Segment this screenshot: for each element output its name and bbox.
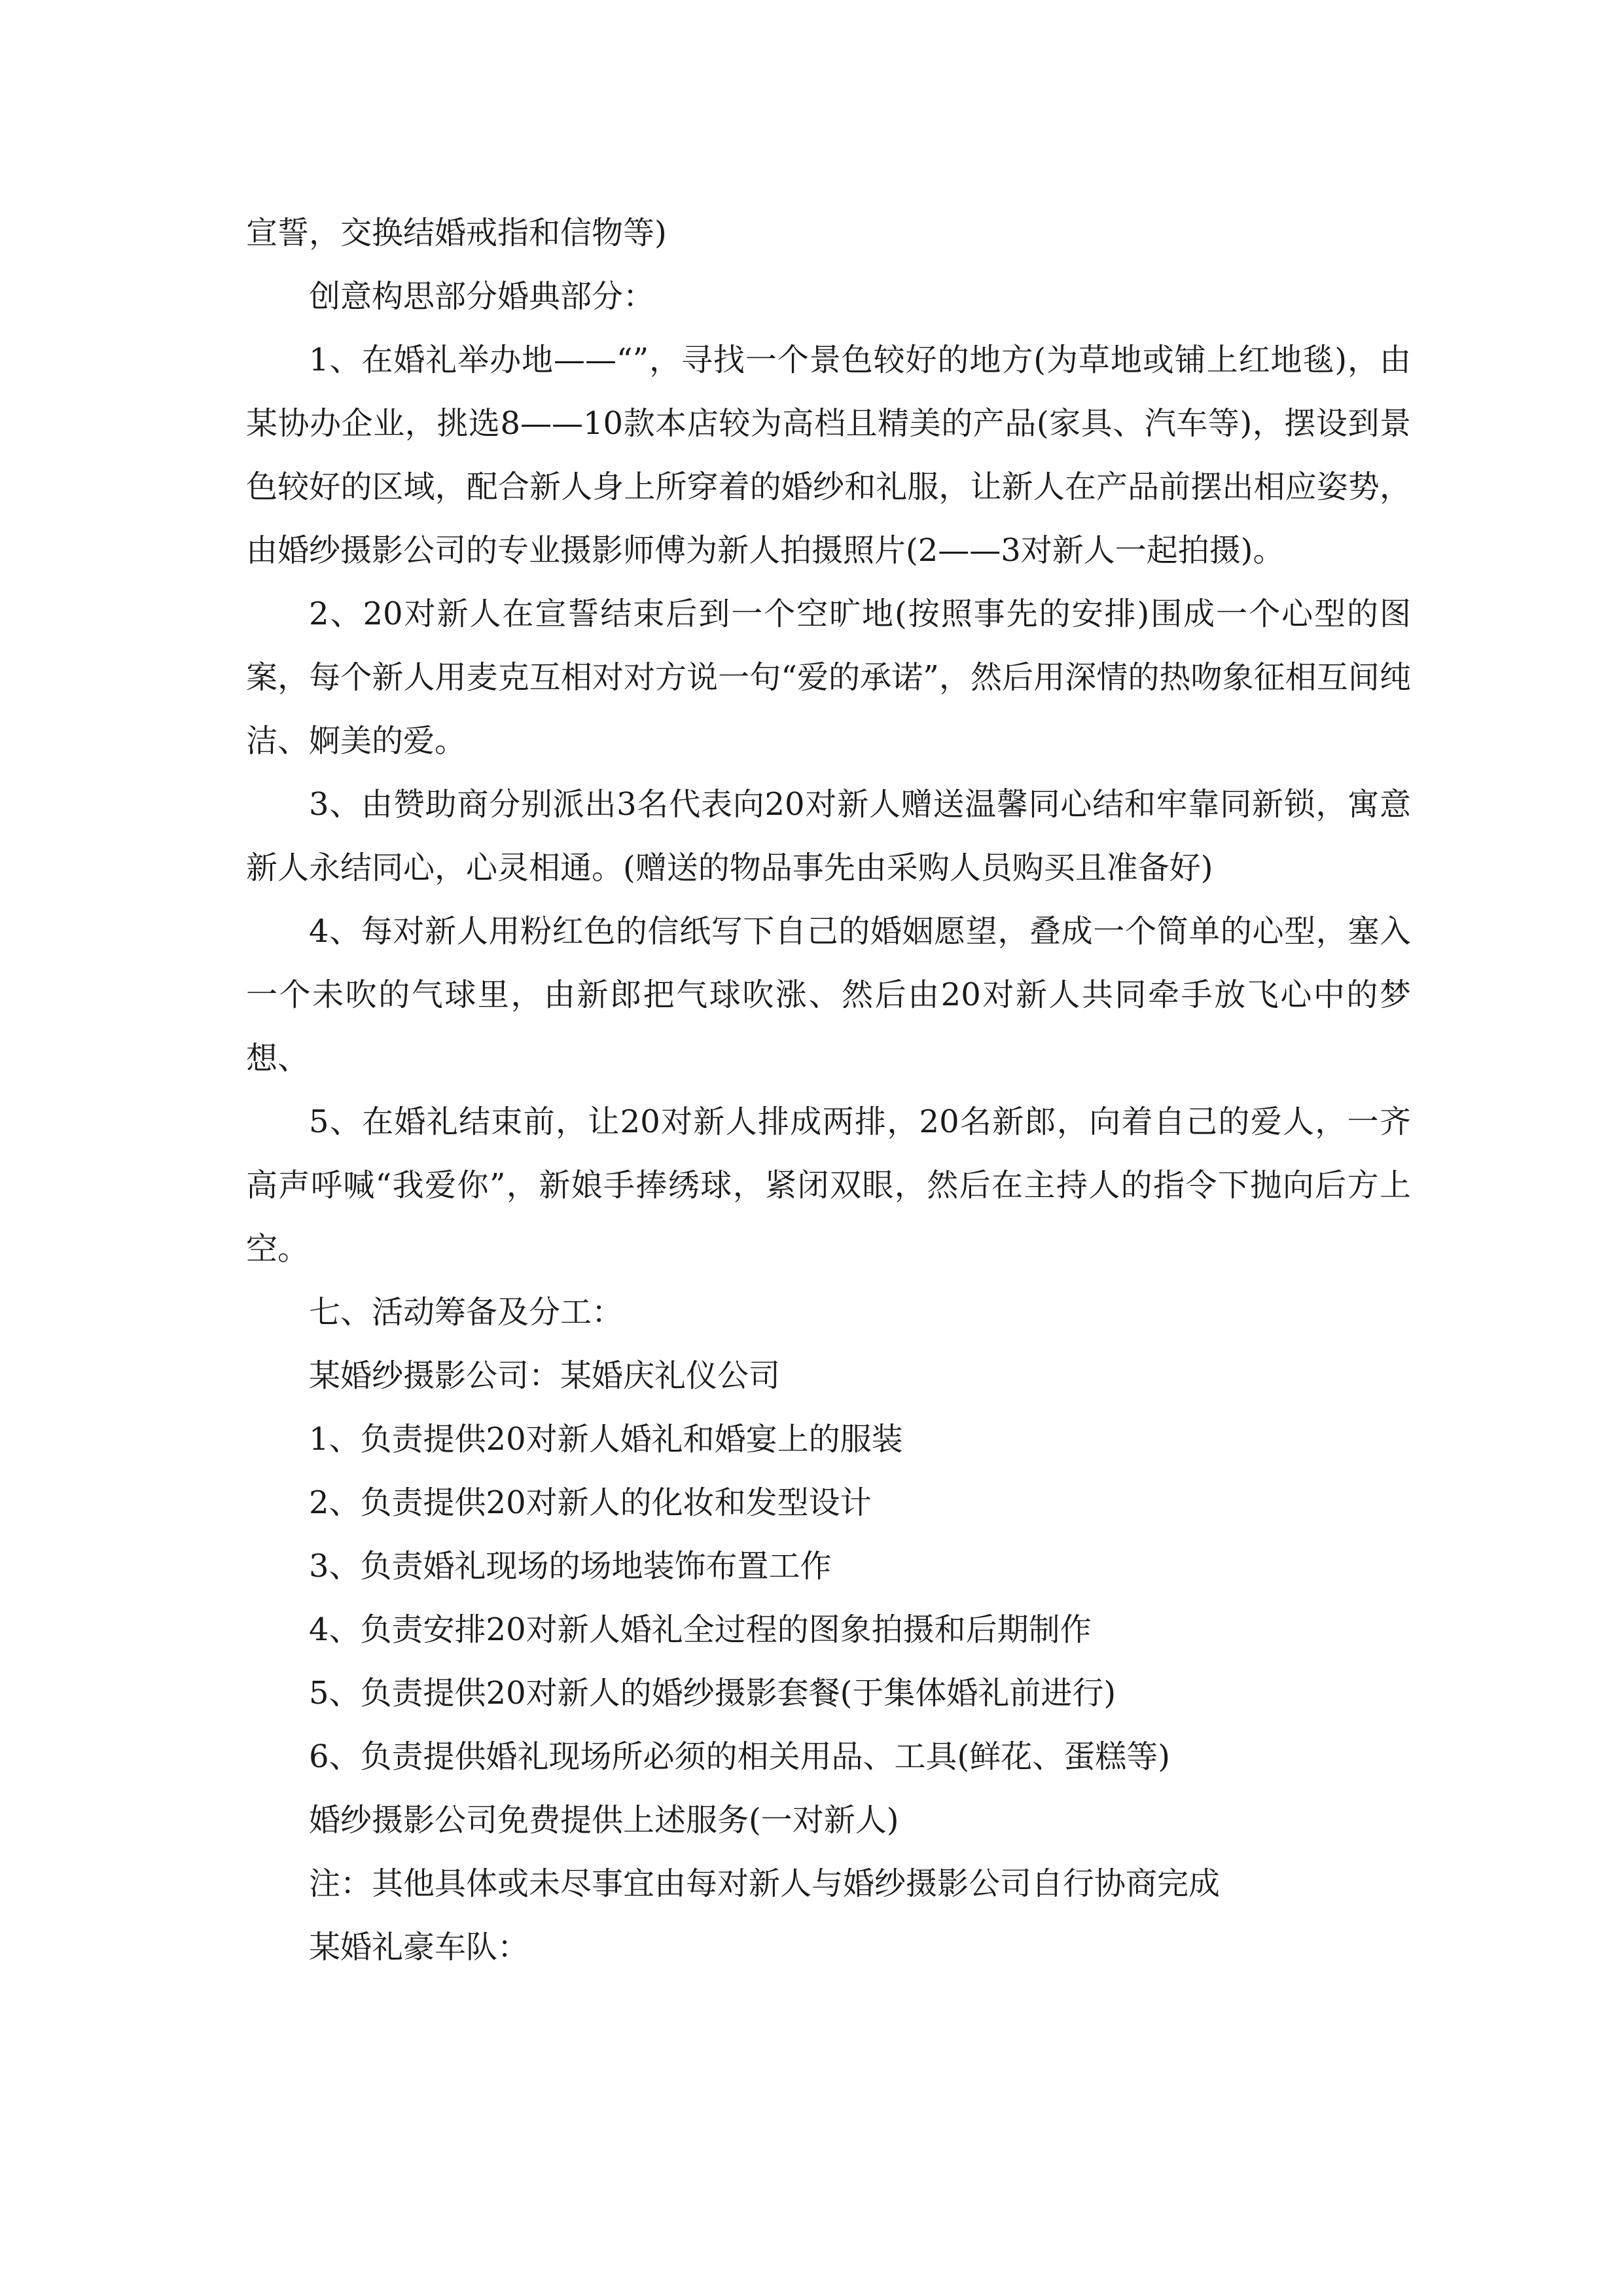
paragraph-companies: 某婚纱摄影公司：某婚庆礼仪公司 — [309, 1357, 781, 1394]
duty-item-2: 2、负责提供20对新人的化妆和发型设计 — [309, 1484, 872, 1521]
paragraph-item-5: 5、在婚礼结束前，让20对新人排成两排，20名新郎，向着自己的爱人，一齐高声呼喊“我爱你”，新娘手捧绣球，紧闭双眼，然后在主持人的指令下抛向后方上空。 — [246, 1103, 1411, 1267]
paragraph-car-fleet: 某婚礼豪车队： — [309, 1929, 529, 1965]
section-heading-preparation: 七、活动筹备及分工： — [309, 1294, 624, 1331]
paragraph-item-2: 2、20对新人在宣誓结束后到一个空旷地(按照事先的安排)围成一个心型的图案，每个新人用麦克互相对对方说一句“爱的承诺”，然后用深情的热吻象征相互间纯洁、婀美的爱。 — [246, 596, 1411, 759]
paragraph-item-1: 1、在婚礼举办地——“”，寻找一个景色较好的地方(为草地或铺上红地毯)，由某协办企业，挑选8——10款本店较为高档且精美的产品(家具、汽车等)，摆设到景色较好的区域，配合新人身上所穿着的婚纱和礼服，让新人在产品前摆出相应姿势，由婚纱摄影公司的专业摄影师傅为新人拍摄照片(2——3对新人一起拍摄)。 — [246, 342, 1411, 569]
paragraph-item-4: 4、每对新人用粉红色的信纸写下自己的婚姻愿望，叠成一个简单的心型，塞入一个未吹的气球里，由新郎把气球吹涨、然后由20对新人共同牵手放飞心中的梦想、 — [246, 913, 1411, 1077]
paragraph-note: 注：其他具体或未尽事宜由每对新人与婚纱摄影公司自行协商完成 — [309, 1865, 1221, 1902]
duty-item-4: 4、负责安排20对新人婚礼全过程的图象拍摄和后期制作 — [309, 1611, 1092, 1648]
duty-item-1: 1、负责提供20对新人婚礼和婚宴上的服装 — [309, 1421, 903, 1458]
duty-item-3: 3、负责婚礼现场的场地装饰布置工作 — [309, 1548, 832, 1585]
duty-item-6: 6、负责提供婚礼现场所必须的相关用品、工具(鲜花、蛋糕等) — [309, 1738, 1170, 1775]
paragraph-creative-heading: 创意构思部分婚典部分： — [309, 278, 655, 315]
paragraph-vow-continuation: 宣誓，交换结婚戒指和信物等) — [246, 215, 667, 251]
paragraph-item-3: 3、由赞助商分别派出3名代表向20对新人赠送温馨同心结和牢靠同新锁，寓意新人永结同心，心灵相通。(赠送的物品事先由采购人员购买且准备好) — [246, 786, 1411, 886]
paragraph-free-service: 婚纱摄影公司免费提供上述服务(一对新人) — [309, 1802, 899, 1839]
document-body — [246, 202, 1411, 1979]
duty-item-5: 5、负责提供20对新人的婚纱摄影套餐(于集体婚礼前进行) — [309, 1675, 1116, 1712]
